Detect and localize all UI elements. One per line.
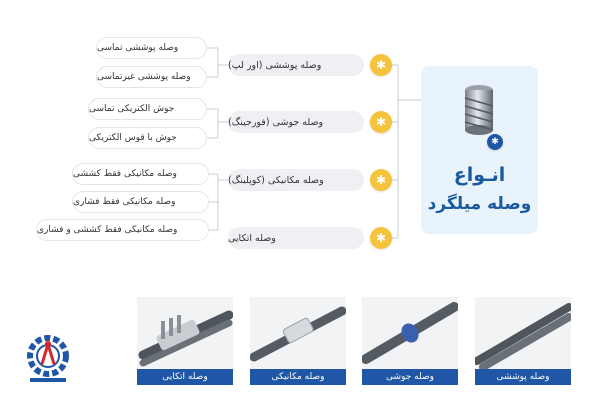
photo-caption: وصله پوششی xyxy=(475,369,571,385)
branch-star-icon-4: ✱ xyxy=(370,227,392,249)
hub-connector xyxy=(398,65,421,238)
leaf-item xyxy=(88,98,207,120)
leaf-label: جوش با قوس الکتریکی xyxy=(89,133,177,143)
hub-star-icon: ✱ xyxy=(487,134,503,150)
rebar-coupler-icon xyxy=(461,84,497,136)
branch-overlap xyxy=(228,54,364,76)
photo-caption: وصله مکانیکی xyxy=(250,369,346,385)
leaf-label: وصله مکانیکی فقط فشاری xyxy=(73,197,176,207)
leaf-item xyxy=(72,191,209,213)
leaf-item xyxy=(36,219,209,241)
branch-bearing xyxy=(228,227,364,249)
branch-label: وصله مکانیکی (کوپلینگ) xyxy=(228,174,324,186)
overlap-splice-image xyxy=(475,297,571,369)
welded-splice-image xyxy=(362,297,458,369)
leaf-label: وصله پوششی تماسی xyxy=(97,43,179,53)
photo-caption: وصله جوشی xyxy=(362,369,458,385)
leaf-link-2 xyxy=(207,109,228,138)
photo-welded-splice xyxy=(362,297,458,385)
branch-welded xyxy=(228,111,364,133)
leaf-item xyxy=(96,37,207,59)
leaf-label: جوش الکتریکی تماسی xyxy=(89,104,175,114)
branch-label: وصله اتکایی xyxy=(228,232,276,244)
branch-mechanical xyxy=(228,169,364,191)
leaf-item xyxy=(88,127,207,149)
hub-title-line2: وصله میلگرد xyxy=(427,194,532,214)
leaf-item xyxy=(96,66,207,88)
leaf-link-1 xyxy=(207,48,228,77)
photo-overlap-splice xyxy=(475,297,571,385)
leaf-link-3 xyxy=(209,174,228,230)
photo-caption: وصله اتکایی xyxy=(137,369,233,385)
leaf-item xyxy=(72,163,209,185)
branch-star-icon-2: ✱ xyxy=(370,111,392,133)
gear-logo-icon xyxy=(22,330,74,386)
branch-label: وصله پوششی (اور لپ) xyxy=(228,59,322,71)
branch-star-icon-3: ✱ xyxy=(370,169,392,191)
leaf-label: وصله پوششی غیرتماسی xyxy=(97,72,191,82)
mechanical-splice-image xyxy=(250,297,346,369)
hub-title-line1: انـواع xyxy=(453,164,506,186)
photo-mechanical-splice xyxy=(250,297,346,385)
branch-label: وصله جوشی (فورجینگ) xyxy=(228,116,324,128)
branch-star-icon-1: ✱ xyxy=(370,54,392,76)
leaf-label: وصله مکانیکی فقط کششی و فشاری xyxy=(37,225,178,235)
photo-bearing-splice xyxy=(137,297,233,385)
leaf-label: وصله مکانیکی فقط کششی xyxy=(73,169,177,179)
hub-card xyxy=(421,66,538,234)
bearing-splice-image xyxy=(137,297,233,369)
